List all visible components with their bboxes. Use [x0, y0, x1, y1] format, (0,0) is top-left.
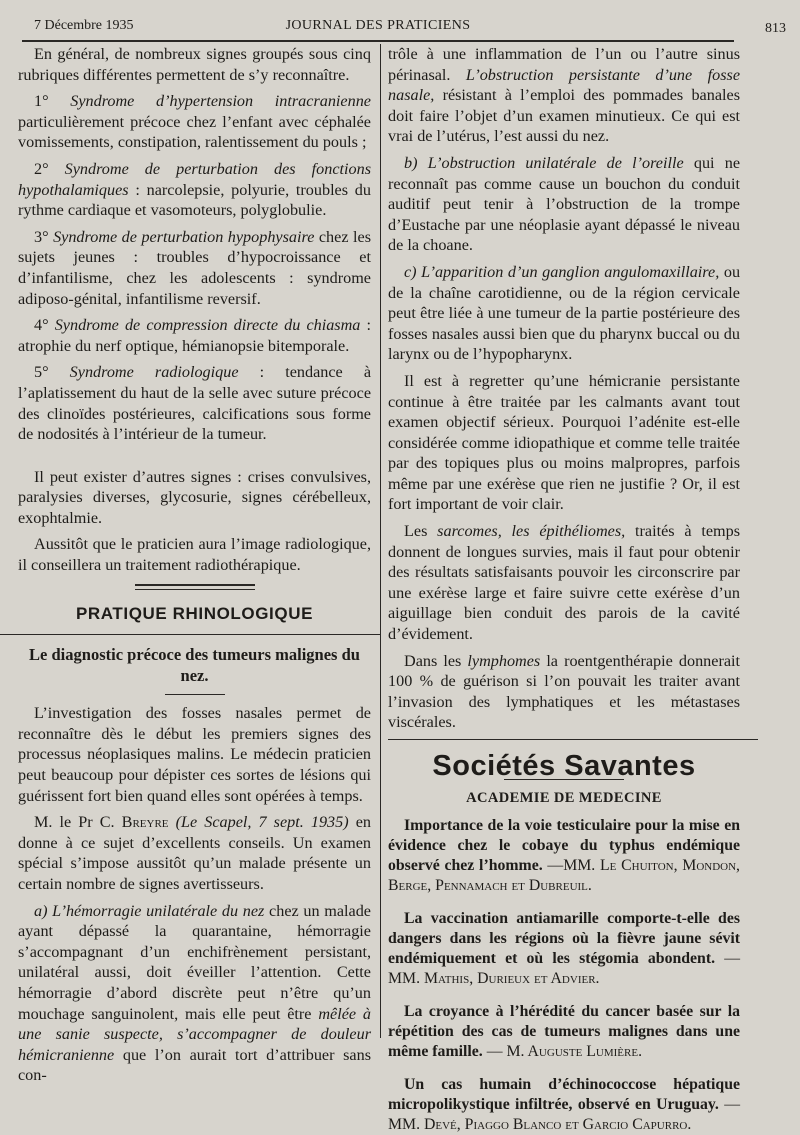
- syndrome-1: 1° Syndrome d’hypertension intracranienne particulièrement précoce chez l’enfant avec céphalée vomissements, constipation, ralentissement du pouls ;: [18, 92, 371, 152]
- article-title: Le diagnostic précoce des tumeurs malignes du nez.: [29, 645, 360, 685]
- item-c-paragraph: c) L’apparition d’un ganglion angulomaxillaire, ou de la chaîne carotidienne, ou de la région cervicale peut être liée à une tumeur de la partie postérieure des fosses nasales aussi bien que du pharynx buccal ou du larynx ou de l’hypopharynx.: [388, 262, 741, 364]
- section-separator: [135, 584, 255, 590]
- author-name: Breyre: [121, 813, 169, 832]
- other-signs-paragraph: Il peut exister d’autres signes : crises convulsives, paralysies diverses, glycosurie, signes cérébelleux, exophtalmie.: [18, 467, 371, 527]
- horizontal-rule: [0, 634, 380, 635]
- societes-savantes-heading: Sociétés Savantes: [432, 750, 696, 782]
- lymphomes-paragraph: Dans les lymphomes la roentgenthérapie donnerait 100 % de guérison si l’on pouvait les traiter avant l’invasion des lymphatiques et les métastases viscérales.: [388, 651, 741, 732]
- syndrome-name: Syndrome de perturbation des fonctions hypothalamiques: [18, 159, 371, 199]
- section-title: PRATIQUE RHINOLOGIQUE: [75, 603, 314, 623]
- source-citation: (Le Scapel, 7 sept. 1935): [175, 813, 349, 832]
- continuation-paragraph: trôle à une inflammation de l’un ou l’autre sinus périnasal. L’obstruction persistante d’une fosse nasale, résistant à l’emploi des pommades banales doit faire l’objet d’un examen minutieux. Ce qui est vrai de l’utérus, l’est aussi du nez.: [388, 45, 741, 146]
- page-number: 813: [765, 21, 786, 36]
- syndrome-5: 5° Syndrome radiologique : tendance à l’aplatissement du haut de la selle avec suture précoce des clinoïdes postérieures, calcifications sous forme de nodosités à l’intérieur de la tumeur.: [18, 363, 371, 444]
- spacer: [18, 451, 371, 467]
- syndrome-name: Syndrome de compression directe du chiasma: [54, 316, 361, 335]
- syndrome-3: 3° Syndrome de perturbation hypophysaire chez les sujets jeunes : troubles d’hypocroissance et d’infantilisme, chez les adolescents : syndrome adiposo-génital, infantilisme reversif.: [18, 227, 371, 308]
- academie-heading: ACADEMIE DE MEDECINE: [466, 789, 662, 806]
- running-head: [22, 14, 786, 42]
- syndrome-4: 4° Syndrome de compression directe du chiasma : atrophie du nerf optique, hémianopsie bitemporale.: [18, 316, 372, 355]
- title-rule: [165, 694, 225, 695]
- intro-paragraph: En général, de nombreux signes groupés sous cinq rubriques différentes permettent de s’y reconnaître.: [18, 45, 371, 84]
- item-a-name: L’hémorragie unilatérale du nez: [52, 901, 265, 920]
- issue-date: 7 Décembre 1935: [34, 18, 134, 33]
- academy-entry-3: La croyance à l’hérédité du cancer basée sur la répétition des cas de tumeurs malignes dans une même famille. — M. Auguste Lumière.: [388, 1003, 740, 1061]
- regret-paragraph: Il est à regretter qu’une hémicranie persistante continue à être traitée par les calmants avant tout examen objectif sérieux. Pourquoi l’adénite est-elle considérée comme idiopathique et comme telle traitée par des topiques plus ou moins malpropres, parfois même par une exérèse que rien ne justifie ? Or, il est fort important de voir clair.: [388, 371, 740, 514]
- item-a-paragraph: a) L’hémorragie unilatérale du nez chez un malade ayant dépassé la quarantaine, hémorragie s’accompagnant d’un enchifrènement persistant, unilatéral aussi, doit éveiller l’attention. Cette hémorragie d’abord discrète peut n’être qu’un mouchage sanguinolent, mais elle peut être mêlée à une sanie suspecte, s’accompagner de douleur hémicranienne que l’on aurait tort d’attribuer sans con-: [18, 901, 372, 1085]
- item-b-paragraph: b) L’obstruction unilatérale de l’oreille qui ne reconnaît pas comme cause un bouchon du conduit auditif peut tenir à l’obstruction de la trompe d’Eustache par une néoplasie ayant dépassé le niveau de la choane.: [388, 153, 741, 255]
- syndrome-name: Syndrome d’hypertension intracranienne: [70, 92, 371, 111]
- article-paragraph-2: M. le Pr C. Breyre (Le Scapel, 7 sept. 1935) en donne à ce sujet d’excellents conseils. Un examen spécial s’impose aussitôt qu’un malade présente un certain nombre de signes avertisseurs.: [18, 813, 371, 893]
- academy-entry-4: Un cas humain d’échinococcose hépatique micropolikystique infiltrée, observé en Uruguay. — MM. Devé, Piaggo Blanco et Garcio Capurro.: [388, 1076, 740, 1134]
- column-divider: [380, 44, 381, 1038]
- syndrome-name: Syndrome de perturbation hypophysaire: [53, 227, 315, 246]
- journal-title: JOURNAL DES PRATICIENS: [285, 18, 471, 33]
- syndrome-name: Syndrome radiologique: [69, 363, 239, 382]
- article-paragraph-1: L’investigation des fosses nasales permet de reconnaître dès le début les premiers signes des processus néoplasiques malins. Le médecin praticien peut beaucoup pour dépister ces sortes de lésions qui guérissent fort bien quand elles sont opérées à temps.: [18, 704, 371, 805]
- left-column: [18, 44, 372, 1085]
- item-b-name: L’obstruction unilatérale de l’oreille: [427, 153, 684, 172]
- horizontal-rule: [388, 739, 758, 740]
- syndrome-2: 2° Syndrome de perturbation des fonctions hypothalamiques : narcolepsie, polyurie, troubles du rythme cardiaque et vasomoteurs, polyglobulie.: [18, 159, 371, 220]
- right-column: [388, 44, 741, 1134]
- advice-paragraph: Aussitôt que le praticien aura l’image radiologique, il conseillera un traitement radiothérapique.: [18, 535, 371, 575]
- sarcomes-paragraph: Les sarcomes, les épithéliomes, traités à temps donnent de longues survies, mais il faut pour obtenir des résultats satisfaisants pouvoir les circonscrire par une exérèse large et faire suivre cette exérèse d’un aiguillage bien conduit des parois de la cavité d’évidement.: [388, 522, 740, 644]
- academy-entry-2: La vaccination antiamarille comporte-t-elle des dangers dans les régions où la fièvre jaune sévit endémiquement et où les stégomia abondent. — MM. Mathis, Durieux et Advier.: [388, 910, 740, 988]
- item-c-name: L’apparition d’un ganglion angulomaxillaire,: [421, 262, 720, 281]
- academy-entry-1: Importance de la voie testiculaire pour la mise en évidence chez le cobaye du typhus endémique observé chez l’homme. —MM. Le Chuiton, Mondon, Berge, Pennamach et Dubreuil.: [388, 817, 740, 895]
